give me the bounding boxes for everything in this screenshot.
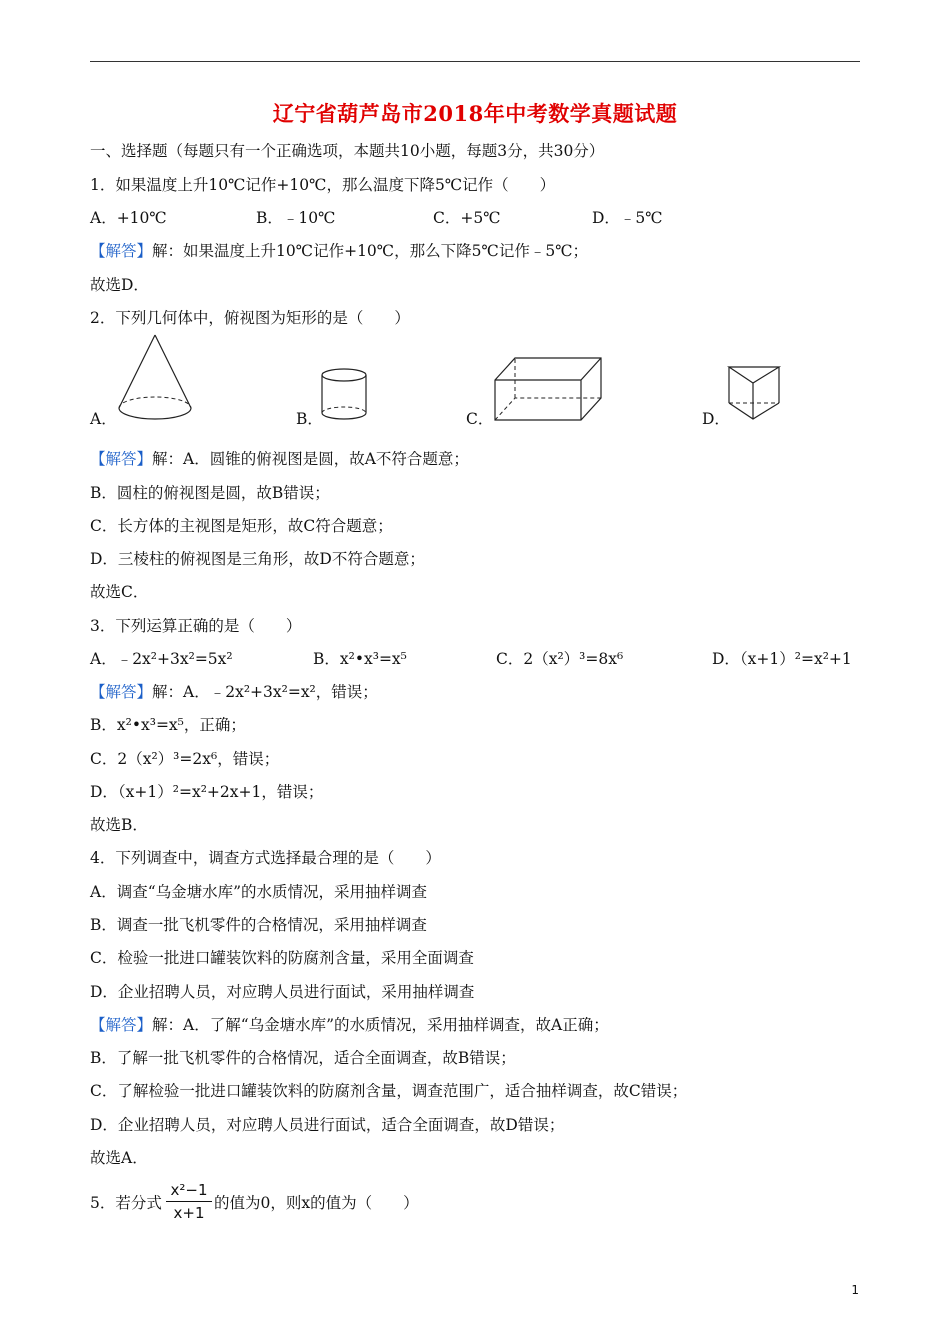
q3-option-b: B．x²•x³=x⁵ [313, 650, 407, 668]
q3-option-c: C．2（x²）³=8x⁶ [496, 650, 624, 668]
answer-tag: 【解答】 [90, 1016, 153, 1034]
q1-option-a: A．+10℃ [90, 209, 167, 227]
q3-choice: 故选B． [90, 816, 148, 834]
q2-answer-line-2: B．圆柱的俯视图是圆，故B错误； [90, 484, 330, 502]
q1-option-c: C．+5℃ [433, 209, 501, 227]
q1-answer-text: 解：如果温度上升10℃记作+10℃，那么下降5℃记作﹣5℃； [152, 242, 589, 260]
q1-answer [90, 239, 588, 261]
section-heading: 一、选择题（每题只有一个正确选项，本题共10小题，每题3分，共30分） [90, 142, 605, 160]
header-rule [90, 61, 860, 62]
q2-option-d: D． [702, 410, 730, 428]
q4-answer-line-4: D．企业招聘人员，对应聘人员进行面试，适合全面调查，故D错误； [90, 1116, 565, 1134]
q1-option-b: B．﹣10℃ [256, 209, 336, 227]
triangular-prism-icon [725, 363, 783, 423]
answer-tag: 【解答】 [90, 242, 153, 260]
q1-choice: 故选D． [90, 276, 149, 294]
q4-answer-line-1: 解：A．了解“乌金塘水库”的水质情况，采用抽样调查，故A正确； [152, 1016, 609, 1034]
answer-tag: 【解答】 [90, 683, 153, 701]
q4-option-b: B．调查一批飞机零件的合格情况，采用抽样调查 [90, 916, 427, 934]
cuboid-icon [491, 354, 605, 422]
q3-answer-line-1: 解：A．﹣2x²+3x²=x²，错误； [152, 683, 378, 701]
q2-option-a: A． [90, 410, 117, 428]
q5-fraction [166, 1181, 212, 1222]
q1-option-d: D．﹣5℃ [592, 209, 663, 227]
q4-answer-line-2: B．了解一批飞机零件的合格情况，适合全面调查，故B错误； [90, 1049, 516, 1067]
q4-answer [90, 1013, 609, 1035]
page-title: 辽宁省葫芦岛市2018年中考数学真题试题 [272, 101, 678, 126]
q3-option-a: A．﹣2x²+3x²=5x² [90, 650, 233, 668]
q2-answer-line-1: 解：A．圆锥的俯视图是圆，故A不符合题意； [152, 450, 469, 468]
q4-option-c: C．检验一批进口罐装饮料的防腐剂含量，采用全面调查 [90, 949, 474, 967]
q5-denominator: x+1 [173, 1204, 205, 1222]
q4-choice: 故选A． [90, 1149, 148, 1167]
q2-answer [90, 447, 469, 469]
q3-stem: 3．下列运算正确的是（ ） [90, 617, 302, 635]
q4-option-d: D．企业招聘人员，对应聘人员进行面试，采用抽样调查 [90, 983, 475, 1001]
q4-stem: 4．下列调查中，调查方式选择最合理的是（ ） [90, 849, 441, 867]
q4-answer-line-3: C．了解检验一批进口罐装饮料的防腐剂含量，调查范围广，适合抽样调查，故C错误； [90, 1082, 688, 1100]
q5-prefix: 5．若分式 [90, 1194, 162, 1212]
q2-option-c: C． [466, 410, 494, 428]
q3-answer-line-2: B．x²•x³=x⁵，正确； [90, 716, 246, 734]
q5-suffix: 的值为0，则x的值为（ ） [214, 1194, 419, 1212]
q2-choice: 故选C． [90, 583, 149, 601]
q2-stem: 2．下列几何体中，俯视图为矩形的是（ ） [90, 309, 410, 327]
q2-answer-line-4: D．三棱柱的俯视图是三角形，故D不符合题意； [90, 550, 425, 568]
q4-option-a: A．调查“乌金塘水库”的水质情况，采用抽样调查 [90, 883, 428, 901]
q3-answer-line-3: C．2（x²）³=2x⁶，错误； [90, 750, 280, 768]
cylinder-icon [318, 367, 370, 423]
q5-numerator: x²−1 [166, 1181, 212, 1202]
q3-answer [90, 680, 378, 702]
page-number: 1 [851, 1283, 859, 1297]
q1-stem: 1．如果温度上升10℃记作+10℃，那么温度下降5℃记作（ ） [90, 176, 556, 194]
cone-icon [113, 333, 197, 423]
q2-option-b: B． [296, 410, 323, 428]
q3-option-d: D．（x+1）²=x²+1 [712, 650, 852, 668]
q2-answer-line-3: C．长方体的主视图是矩形，故C符合题意； [90, 517, 393, 535]
answer-tag: 【解答】 [90, 450, 153, 468]
q3-answer-line-4: D．（x+1）²=x²+2x+1，错误； [90, 783, 324, 801]
